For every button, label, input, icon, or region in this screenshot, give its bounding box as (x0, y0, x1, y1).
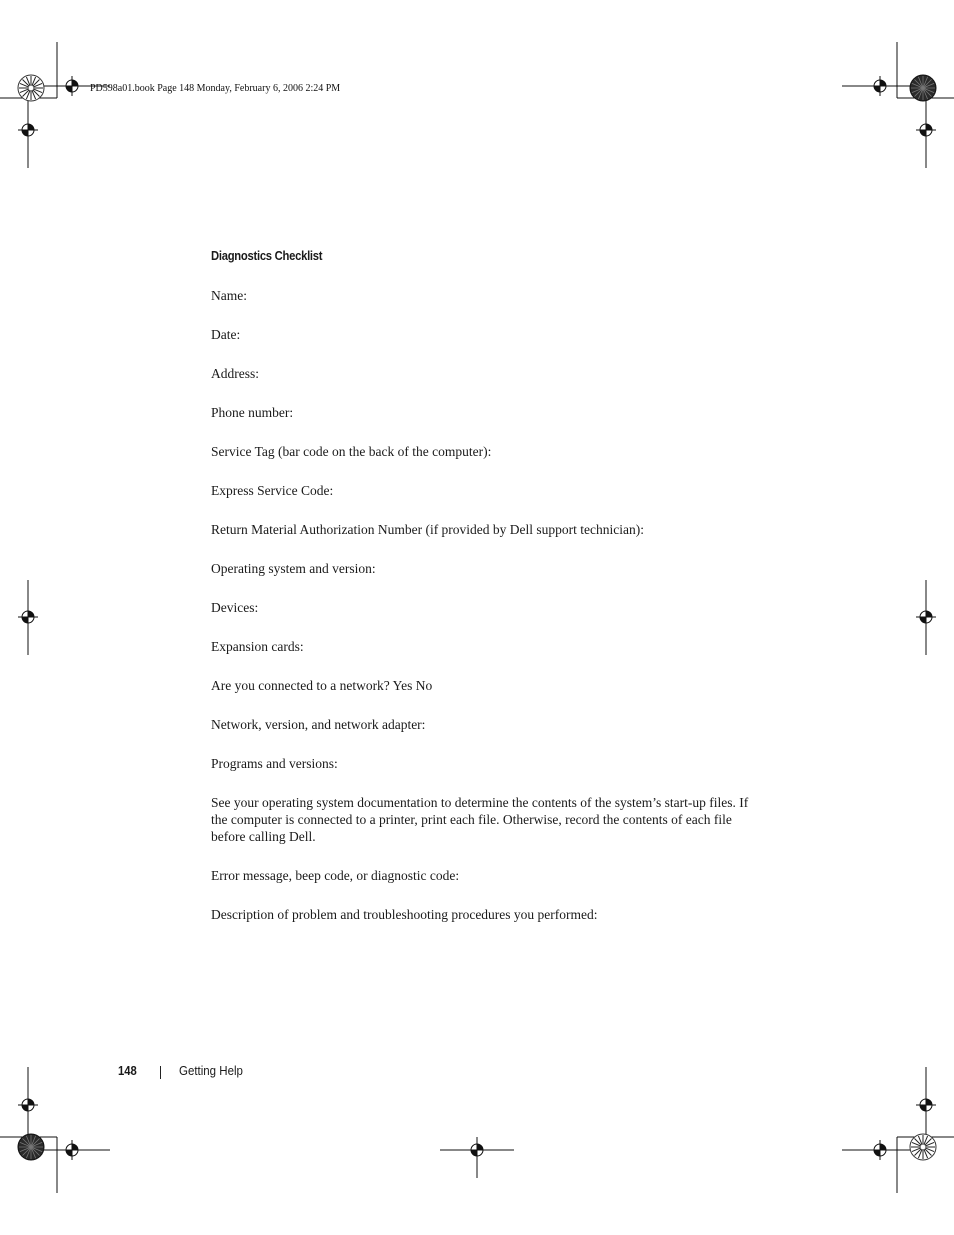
field-network-adapter: Network, version, and network adapter: (211, 717, 426, 732)
field-devices: Devices: (211, 600, 259, 615)
registration-mark-icon (916, 120, 936, 140)
checklist-fields (211, 287, 771, 772)
field-problem-description: Description of problem and troubleshooting procedures you performed: (211, 907, 598, 922)
registration-mark-icon (18, 120, 38, 140)
registration-mark-icon (62, 76, 82, 96)
page-number: 148 (118, 1064, 137, 1078)
registration-mark-icon (62, 1140, 82, 1160)
field-expansion-cards: Expansion cards: (211, 639, 304, 654)
field-express-service-code: Express Service Code: (211, 483, 334, 498)
checklist-title: Diagnostics Checklist (211, 249, 323, 263)
checklist-fields-after (211, 867, 771, 923)
field-date: Date: (211, 327, 241, 342)
field-error-message: Error message, beep code, or diagnostic code: (211, 868, 460, 883)
print-slug-line: PD598a01.book Page 148 Monday, February 6, 2006 2:24 PM (90, 83, 341, 94)
field-name: Name: (211, 288, 247, 303)
registration-starburst-icon (18, 75, 44, 101)
registration-mark-icon (870, 76, 890, 96)
field-phone-number: Phone number: (211, 405, 294, 420)
field-rma-number: Return Material Authorization Number (if provided by Dell support technician): (211, 522, 645, 537)
field-network-connected: Are you connected to a network? Yes No (211, 678, 433, 693)
registration-mark-icon (916, 607, 936, 627)
registration-mark-icon (467, 1140, 487, 1160)
footer-separator (160, 1066, 161, 1079)
field-address: Address: (211, 366, 259, 381)
registration-starburst-icon (910, 75, 936, 101)
registration-mark-icon (18, 607, 38, 627)
registration-mark-icon (916, 1095, 936, 1115)
startup-files-note: See your operating system documentation to determine the contents of the system’s start-up files. If the computer is connected to a printer, print each file. Otherwise, record the contents of each file before calling Dell. (211, 795, 749, 844)
registration-mark-icon (870, 1140, 890, 1160)
field-service-tag: Service Tag (bar code on the back of the computer): (211, 444, 492, 459)
registration-mark-icon (18, 1095, 38, 1115)
footer-section-title: Getting Help (179, 1064, 243, 1078)
diagnostics-checklist (211, 248, 771, 923)
registration-starburst-icon (910, 1134, 936, 1160)
field-programs-versions: Programs and versions: (211, 756, 338, 771)
field-operating-system: Operating system and version: (211, 561, 376, 576)
registration-starburst-icon (18, 1134, 44, 1160)
